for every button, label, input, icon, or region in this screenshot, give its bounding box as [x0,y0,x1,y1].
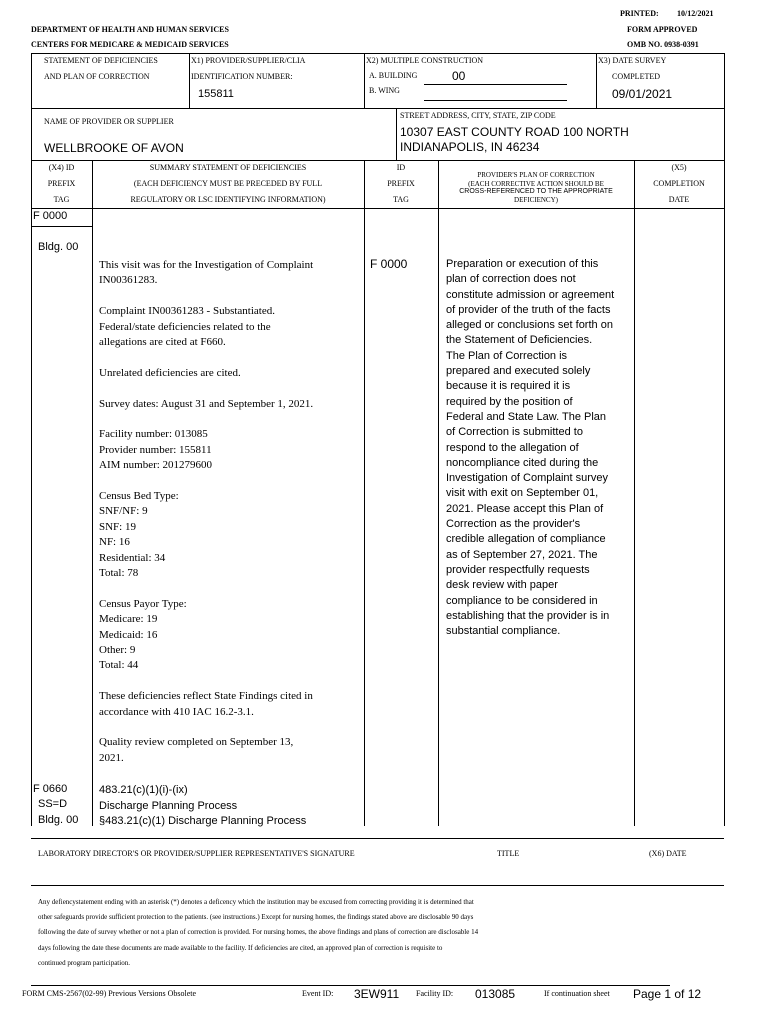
provider-name: WELLBROOKE OF AVON [44,141,184,155]
summary-line: SNF: 19 [99,520,136,533]
summary-line: Total: 44 [99,659,139,672]
x3-label-2: COMPLETED [612,72,660,81]
summary-paragraph [99,427,361,473]
plan-line: credible allegation of compliance [446,533,606,546]
divider [438,160,439,826]
statement-label-1: STATEMENT OF DEFICIENCIES [44,56,158,65]
address-label: STREET ADDRESS, CITY, STATE, ZIP CODE [400,111,556,120]
plan-header-4: DEFICIENCY) [514,196,558,204]
summary-paragraph [99,397,361,412]
plan-line: required by the position of [446,395,573,408]
title-label: TITLE [497,849,520,858]
summary-line: Census Payor Type: [99,597,187,610]
plan-line: of Correction is submitted to [446,426,583,439]
plan-line: provider respectfully requests [446,563,590,576]
printed-label: PRINTED: [620,9,659,18]
department-title: DEPARTMENT OF HEALTH AND HUMAN SERVICES [31,25,229,34]
centers-title: CENTERS FOR MEDICARE & MEDICAID SERVICES [31,40,229,49]
summary-line: SNF/NF: 9 [99,505,148,518]
summary-line: Federal/state deficiencies related to the [99,320,271,333]
summary-paragraph [99,489,361,581]
summary-line: Other: 9 [99,644,136,657]
regulation-line: Discharge Planning Process [99,799,238,812]
omb-number: OMB NO. 0938-0391 [627,40,699,49]
summary-line: 2021. [99,751,124,764]
plan-line: The Plan of Correction is [446,349,568,362]
address-line-1: 10307 EAST COUNTY ROAD 100 NORTH [400,125,629,139]
x4-header-3: TAG [53,195,70,204]
regulation-text [99,783,306,830]
printed-date: 10/12/2021 [677,9,714,18]
divider [31,208,724,209]
divider [634,160,635,826]
summary-header-1: SUMMARY STATEMENT OF DEFICIENCIES [149,163,307,172]
plan-line: compliance to be considered in [446,594,598,607]
disclaimer [38,895,478,971]
plan-header-2: (EACH CORRECTIVE ACTION SHOULD BE [468,180,604,188]
plan-line: Federal and State Law. The Plan [446,410,607,423]
x1-label-2: IDENTIFICATION NUMBER: [191,72,293,81]
plan-line: the Statement of Deficiencies. [446,334,593,347]
x5-header-3: DATE [668,195,690,204]
regulation-line: 483.21(c)(1)(i)-(ix) [99,784,188,796]
x4-header-2: PREFIX [47,179,76,188]
plan-line: 2021. Please accept this Plan of [446,502,604,515]
divider [596,53,597,108]
plan-of-correction [446,257,632,639]
summary-line: Census Bed Type: [99,490,179,503]
summary-line: Complaint IN00361283 - Substantiated. [99,305,275,318]
summary-paragraph [99,258,361,289]
summary-line: Quality review completed on September 13, [99,736,294,749]
address-line-2: INDIANAPOLIS, IN 46234 [400,140,540,154]
facility-id-value: 013085 [475,987,516,1001]
divider [92,160,93,826]
summary-header-3: REGULATORY OR LSC IDENTIFYING INFORMATION) [130,195,326,204]
top-rule [31,53,724,54]
divider [31,885,724,886]
disclaimer-line: Any defiencystatement ending with an asterisk (*) denotes a deficency which the institution may be excused from correcting providing it is determined that [38,898,474,906]
disclaimer-line: following the date of survey whether or not a plan of correction is provided. For nursing homes, the above findings and plans of correction are disclosable 14 [38,928,479,937]
divider [396,108,397,160]
event-id-value: 3EW911 [354,987,400,1001]
date-label: (X6) DATE [649,849,687,858]
plan-line: desk review with paper [446,579,558,592]
plan-line: visit with exit on September 01, [446,487,599,500]
disclaimer-line: continued program participation. [38,958,130,967]
x4-header-1: (X4) ID [48,163,75,172]
plan-line: establishing that the provider is in [446,609,610,622]
summary-header-2: (EACH DEFICIENCY MUST BE PRECEDED BY FULL [133,179,323,188]
id-header-3: TAG [393,195,409,204]
tag-underline [31,226,92,227]
building-value: 00 [452,69,466,83]
summary-line: Survey dates: August 31 and September 1, 2021. [99,397,314,410]
signature-label: LABORATORY DIRECTOR'S OR PROVIDER/SUPPLIER REPRESENTATIVE'S SIGNATURE [38,849,355,858]
form-approved: FORM APPROVED [627,25,698,34]
plan-header-3: CROSS-REFERENCED TO THE APPROPRIATE [459,188,613,195]
building-tag-2: Bldg. 00 [38,814,79,826]
plan-line: alleged or conclusions set forth on [446,319,613,332]
summary-line: These deficiencies reflect State Findings cited in [99,690,313,703]
divider [364,53,365,108]
x5-header-1: (X5) [671,163,687,172]
prefix-tag-1: F 0000 [33,210,68,222]
id-tag-1: F 0000 [370,257,408,271]
summary-line: Unrelated deficiencies are cited. [99,366,241,379]
summary-line: Medicaid: 16 [99,628,158,641]
summary-line: IN00361283. [99,274,158,287]
plan-line: Preparation or execution of this [446,258,599,270]
plan-line: noncompliance cited during the [446,456,599,469]
divider [31,985,670,986]
summary-line: Total: 78 [99,567,139,580]
summary-paragraph [99,689,361,720]
divider [364,160,365,826]
summary-paragraph [99,366,361,381]
x3-label-1: X3) DATE SURVEY [598,56,667,65]
plan-line: Correction as the provider's [446,518,581,531]
divider [31,160,724,161]
x5-header-2: COMPLETION [653,179,705,188]
summary-statement [99,258,361,782]
building-tag-1: Bldg. 00 [38,241,79,253]
plan-line: substantial compliance. [446,625,561,638]
plan-line: constitute admission or agreement [446,288,615,301]
building-underline [424,84,567,85]
summary-line: Provider number: 155811 [99,443,212,456]
plan-line: plan of correction does not [446,273,576,286]
regulation-line: §483.21(c)(1) Discharge Planning Process [99,815,307,827]
divider [189,53,190,108]
page-number: Page 1 of 12 [633,987,702,1001]
disclaimer-line: days following the date these documents are made available to the facility. If deficiencies are cited, an approved plan of correction is requisite to [38,943,443,952]
scope-severity: SS=D [38,798,68,810]
plan-line: respond to the allegation of [446,441,579,454]
provider-id-value: 155811 [198,88,234,100]
disclaimer-line: other safeguards provide sufficient protection to the patients. (see instructions.) Except for nursing homes, the findings stated above are disclosable 90 days [38,913,474,922]
summary-line: accordance with 410 IAC 16.2-3.1. [99,705,254,718]
plan-line: Investigation of Complaint survey [446,472,609,485]
divider [31,108,724,109]
survey-date-value: 09/01/2021 [612,87,673,101]
summary-line: Facility number: 013085 [99,428,208,441]
x2-label: X2) MULTIPLE CONSTRUCTION [366,56,484,65]
wing-label: B. WING [369,86,400,95]
building-label: A. BUILDING [369,71,418,80]
summary-paragraph [99,735,361,766]
statement-label-2: AND PLAN OF CORRECTION [44,72,150,81]
form-number: FORM CMS-2567(02-99) Previous Versions Obsolete [22,989,197,998]
summary-paragraph [99,304,361,350]
summary-line: NF: 16 [99,536,130,549]
wing-underline [424,100,567,101]
id-header-1: ID [396,163,406,172]
plan-line: as of September 27, 2021. The [446,548,598,561]
summary-line: allegations are cited at F660. [99,336,226,349]
facility-id-label: Facility ID: [416,989,454,998]
provider-name-label: NAME OF PROVIDER OR SUPPLIER [44,117,174,126]
right-border [724,53,725,826]
divider [31,838,724,839]
summary-line: This visit was for the Investigation of Complaint [99,259,314,271]
plan-line: prepared and executed solely [446,365,591,378]
plan-line: of provider of the truth of the facts [446,303,611,316]
plan-line: because it is required it is [446,380,571,393]
summary-line: AIM number: 201279600 [99,459,213,472]
event-id-label: Event ID: [302,989,334,998]
prefix-tag-2: F 0660 [33,783,68,795]
summary-line: Residential: 34 [99,551,166,564]
plan-header-1: PROVIDER'S PLAN OF CORRECTION [477,171,595,179]
x1-label-1: X1) PROVIDER/SUPPLIER/CLIA [191,56,306,65]
continuation-label: If continuation sheet [544,989,610,998]
id-header-2: PREFIX [387,179,415,188]
summary-paragraph [99,597,361,674]
summary-line: Medicare: 19 [99,613,158,626]
